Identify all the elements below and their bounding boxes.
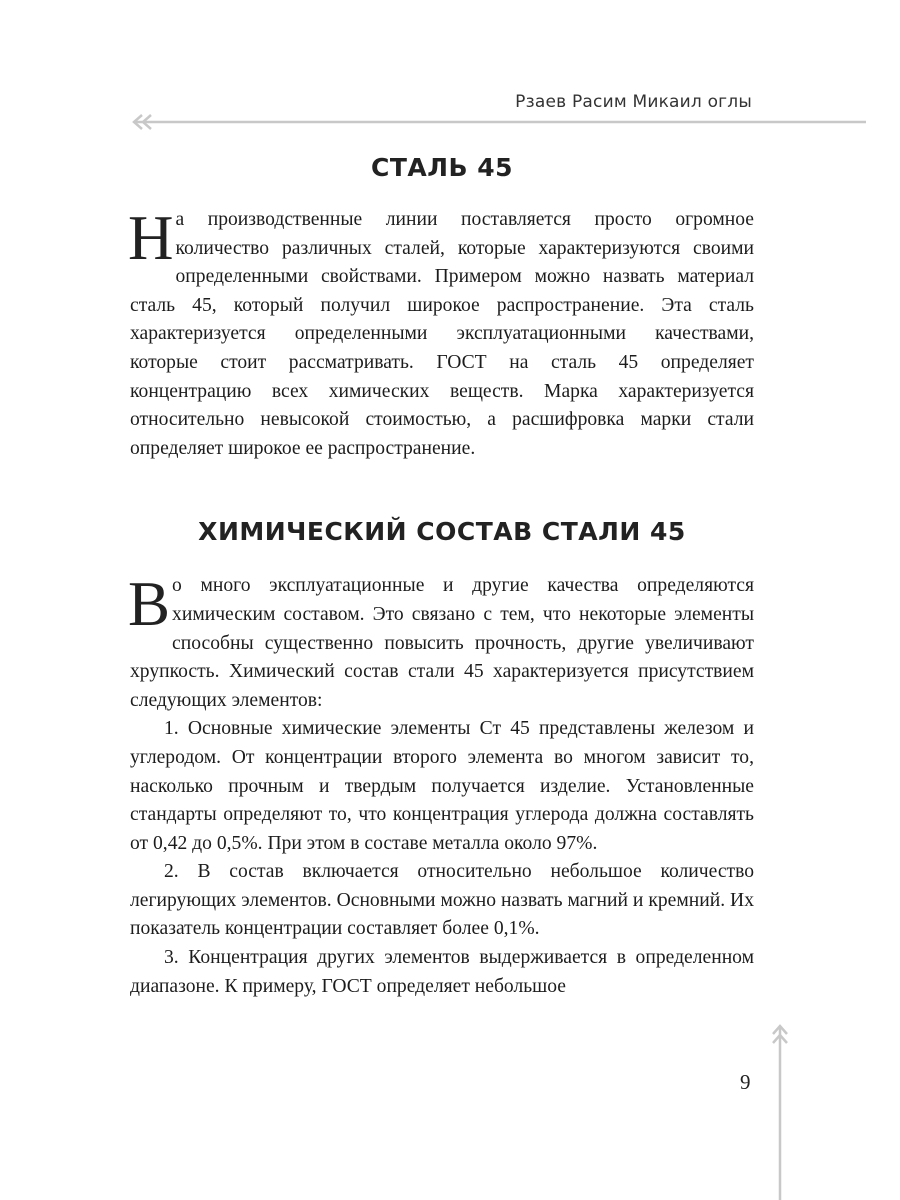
header-rule-arrow bbox=[130, 111, 866, 133]
paragraph-text: а производственные линии поставляется просто огромное количество различных сталей, которые характеризуются своими определенными свойствами. Примером можно назвать материал сталь 45, который получил широкое распространение. Эта сталь характеризуется определенными эксплуатационными качествами, которые стоит рассматривать. ГОСТ на сталь 45 определяет концентрацию всех химических веществ. Марка характеризуется относительно невысокой стоимостью, а расшифровка марки стали определяет широкое ее распространение. bbox=[130, 209, 754, 459]
section-title-steel-45: СТАЛЬ 45 bbox=[370, 153, 514, 182]
list-item: 1. Основные химические элементы Ст 45 представлены железом и углеродом. От концентрации второго элемента во многом зависит то, насколько прочным и твердым получается изделие. Установленные стандарты определяют то, что концентрация углерода должна составлять от 0,42 до 0,5%. При этом в составе металла около 97%. bbox=[130, 718, 754, 854]
drop-cap: В bbox=[128, 569, 171, 640]
page-content bbox=[130, 145, 754, 1001]
side-rule-arrow bbox=[768, 1022, 792, 1200]
drop-cap: Н bbox=[128, 203, 174, 273]
section-intro bbox=[128, 569, 754, 715]
running-head: Рзаев Расим Микаил оглы bbox=[515, 92, 752, 112]
list-item: 2. В состав включается относительно небольшое количество легирующих элементов. Основными можно назвать магний и кремний. Их показатель концентрации составляет более 0,1%. bbox=[130, 861, 754, 940]
section-paragraph bbox=[128, 203, 754, 463]
intro-text: о много эксплуатационные и другие качества определяются химическим составом. Это связано с тем, что некоторые элементы способны существенно повысить прочность, другие увеличивают хрупкость. Химический состав стали 45 характеризуется присутствием следующих элементов: bbox=[130, 575, 754, 711]
section-title-chemical-composition: ХИМИЧЕСКИЙ СОСТАВ СТАЛИ 45 bbox=[198, 517, 686, 547]
page-number: 9 bbox=[740, 1070, 751, 1094]
list-item: 3. Концентрация других элементов выдерживается в определенном диапазоне. К примеру, ГОСТ определяет небольшое bbox=[130, 947, 754, 997]
